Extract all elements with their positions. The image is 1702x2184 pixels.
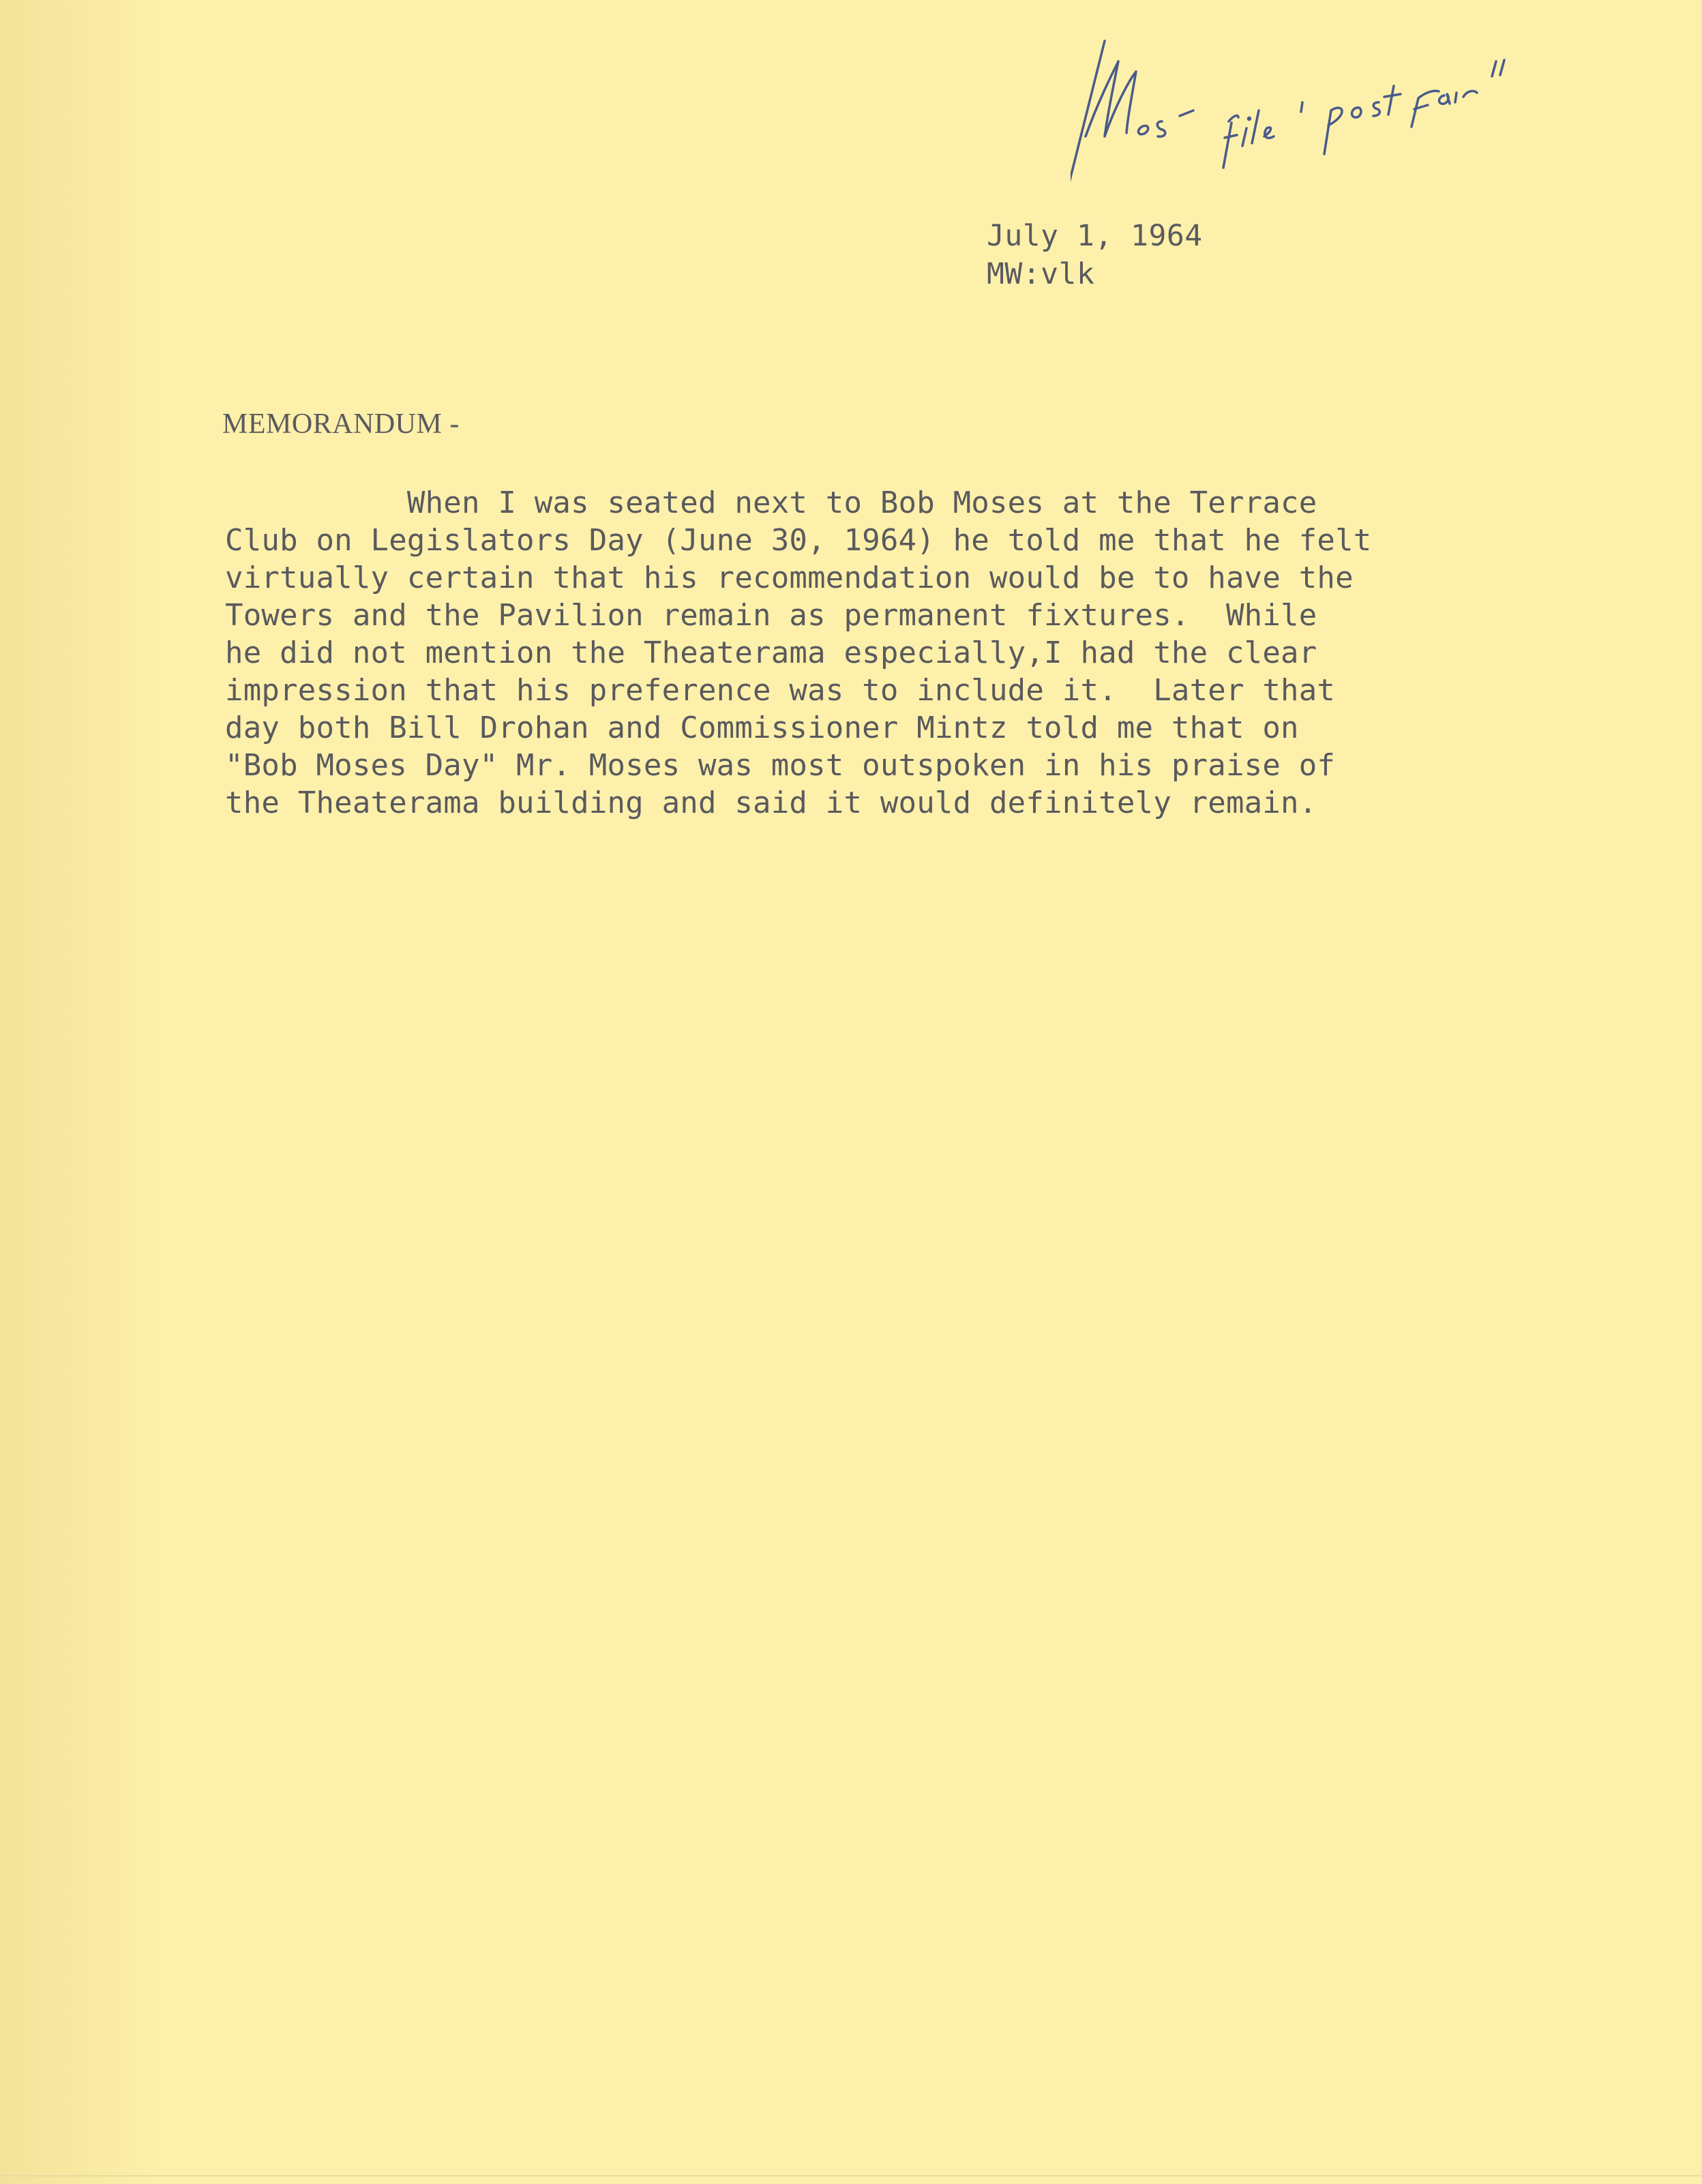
memo-heading: MEMORANDUM -	[222, 408, 460, 440]
memo-body	[225, 484, 1589, 822]
memo-body-line: he did not mention the Theaterama especially,I had the clear	[225, 635, 1317, 670]
memo-body-line: impression that his preference was to include it. Later that	[225, 673, 1336, 708]
paper-edge-shadow	[0, 0, 164, 2184]
memo-body-line: the Theaterama building and said it would definitely remain.	[225, 786, 1317, 820]
memo-body-line: Towers and the Pavilion remain as permanent fixtures. While	[225, 598, 1317, 633]
memo-date: July 1, 1964	[987, 219, 1203, 253]
handwritten-annotation-text: Moses - file 'Post Fair'	[1071, 34, 1081, 35]
memo-body-line: day both Bill Drohan and Commissioner Mintz told me that on	[225, 710, 1299, 745]
handwritten-annotation	[1071, 34, 1575, 205]
paper-bottom-edge	[0, 2175, 1702, 2176]
memo-body-line: When I was seated next to Bob Moses at the Terrace	[225, 485, 1317, 520]
memo-body-line: "Bob Moses Day" Mr. Moses was most outspoken in his praise of	[225, 748, 1336, 783]
memo-body-line: virtually certain that his recommendation would be to have the	[225, 560, 1354, 595]
memo-reference-initials: MW:vlk	[987, 257, 1095, 291]
memo-body-line: Club on Legislators Day (June 30, 1964) he told me that he felt	[225, 523, 1372, 558]
